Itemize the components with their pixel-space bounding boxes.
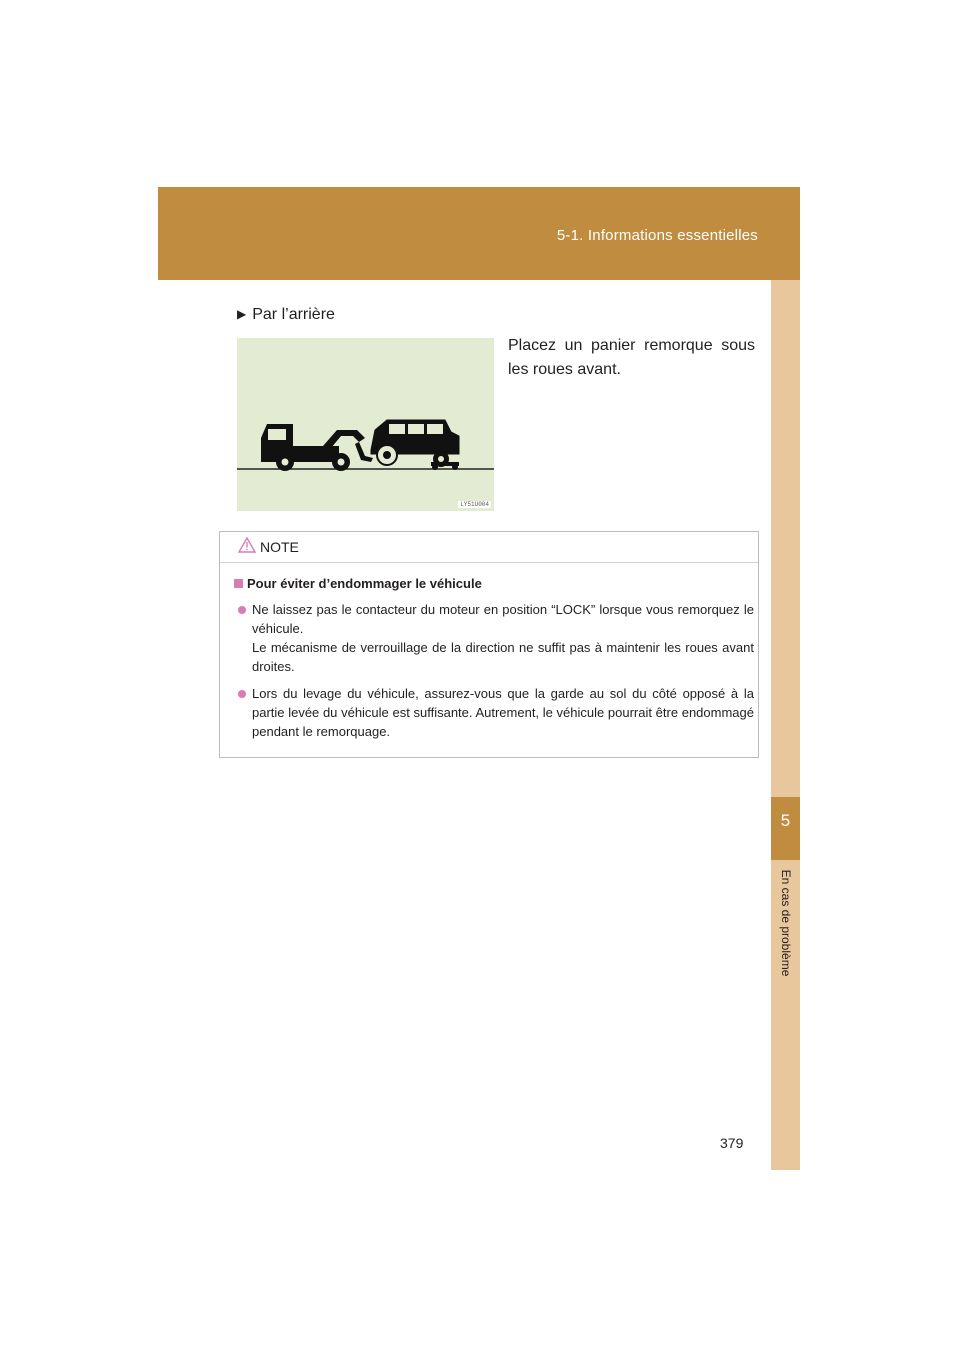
note-item-line: Ne laissez pas le contacteur du moteur en position “LOCK” lorsque vous remorquez le véhicule. <box>252 602 754 636</box>
bullet-icon <box>238 690 246 698</box>
note-header <box>220 532 758 563</box>
note-item <box>252 600 754 676</box>
bullet-icon <box>238 606 246 614</box>
chapter-label <box>771 870 800 975</box>
chapter-title: En cas de problème <box>778 869 793 976</box>
page-number: 379 <box>720 1135 744 1151</box>
side-strip <box>771 280 800 1170</box>
note-subtitle-text: Pour éviter d’endommager le véhicule <box>247 576 482 591</box>
section-title: 5-1. Informations essentielles <box>556 227 758 244</box>
arrow-right-icon: ▶ <box>237 307 247 321</box>
note-item-line: Le mécanisme de verrouillage de la direction ne suffit pas à maintenir les roues avant droites. <box>252 640 754 674</box>
note-item-line: Lors du levage du véhicule, assurez-vous que la garde au sol du côté opposé à la partie levée du véhicule est suffisante. Autrement, le véhicule pourrait être endommagé pendant le remorquage. <box>252 686 754 739</box>
note-box <box>219 531 759 758</box>
warning-icon <box>238 537 256 553</box>
section-heading-text: Par l’arrière <box>252 306 335 323</box>
chapter-tab <box>771 797 800 860</box>
figure-code: LY51U004 <box>460 501 489 508</box>
square-bullet-icon <box>234 579 243 588</box>
tow-truck-icon <box>237 338 494 511</box>
intro-text: Placez un panier remorque sous les roues avant. <box>508 337 755 378</box>
note-subtitle <box>234 576 482 591</box>
towing-illustration <box>237 338 494 511</box>
header-band <box>158 187 800 280</box>
section-heading <box>237 306 335 324</box>
note-item <box>252 684 754 741</box>
chapter-number: 5 <box>780 811 791 830</box>
note-label: NOTE <box>260 539 299 555</box>
